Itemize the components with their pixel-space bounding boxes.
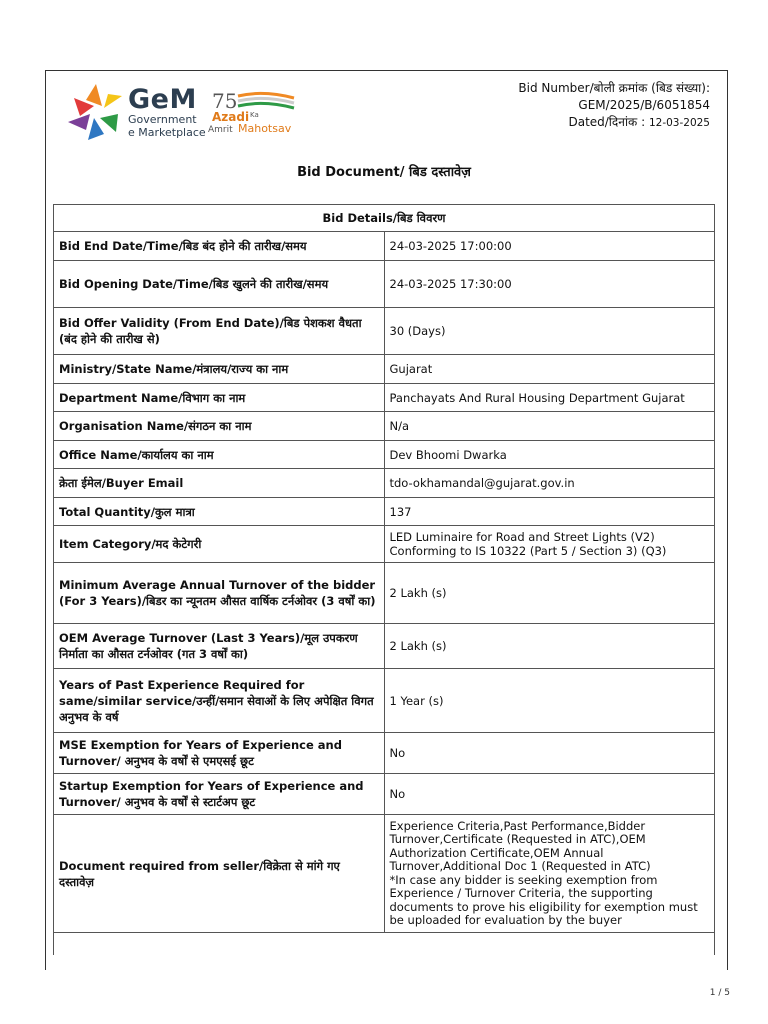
dated-label: Dated/दिनांक : (568, 115, 646, 129)
row-value: 2 Lakh (s) (384, 563, 715, 624)
azadi-number: 75 (212, 90, 238, 113)
table-row (54, 412, 715, 441)
table-row (54, 308, 715, 355)
table-header-row (54, 205, 715, 232)
row-value: 2 Lakh (s) (384, 624, 715, 669)
row-value: N/a (384, 412, 715, 441)
row-value: No (384, 733, 715, 774)
gem-subtitle-2: e Marketplace (128, 126, 206, 139)
row-label: Document required from seller/विक्रेता से मांगे गए दस्तावेज़ (54, 815, 385, 933)
table-row (54, 441, 715, 469)
table-row (54, 624, 715, 669)
row-label: Total Quantity/कुल मात्रा (54, 498, 385, 526)
table-row (54, 498, 715, 526)
row-label: Bid End Date/Time/बिड बंद होने की तारीख/समय (54, 232, 385, 261)
bid-number-label: Bid Number/बोली क्रमांक (बिड संख्या): (518, 81, 710, 95)
table-row (54, 669, 715, 733)
gem-title: GeM (128, 84, 197, 115)
row-value: Experience Criteria,Past Performance,Bidder Turnover,Certificate (Requested in ATC),OEM Authorization Certificate,OEM Annual Turnover,Additional Doc 1 (Requested in ATC) *In case any bidder is seeking exemption from Experience / Turnover Criteria, the supporting documents to prove his eligibility for exemption must be uploaded for evaluation by the buyer (384, 815, 715, 933)
table-row (54, 384, 715, 412)
dated-line (518, 114, 710, 132)
table-row (54, 815, 715, 933)
table-row (54, 232, 715, 261)
azadi-ka: Ka (250, 111, 259, 119)
bid-meta (518, 80, 710, 132)
row-label: Organisation Name/संगठन का नाम (54, 412, 385, 441)
row-label: क्रेता ईमेल/Buyer Email (54, 469, 385, 498)
table-row (54, 733, 715, 774)
row-value: LED Luminaire for Road and Street Lights (V2) Conforming to IS 10322 (Part 5 / Section 3) (Q3) (384, 526, 715, 563)
mahotsav-word: Mahotsav (238, 122, 292, 134)
page-number: 1 / 5 (709, 988, 730, 998)
row-value: Panchayats And Rural Housing Department Gujarat (384, 384, 715, 412)
row-label: Department Name/विभाग का नाम (54, 384, 385, 412)
azadi-mahotsav-logo-icon (208, 90, 318, 134)
row-label: Office Name/कार्यालय का नाम (54, 441, 385, 469)
document-title: Bid Document/ बिड दस्तावेज़ (297, 165, 471, 180)
row-value: 1 Year (s) (384, 669, 715, 733)
row-value: Dev Bhoomi Dwarka (384, 441, 715, 469)
table-row (54, 261, 715, 308)
row-value: tdo-okhamandal@gujarat.gov.in (384, 469, 715, 498)
row-label: OEM Average Turnover (Last 3 Years)/मूल उपकरण निर्माता का औसत टर्नओवर (गत 3 वर्षों का) (54, 624, 385, 669)
table-header: Bid Details/बिड विवरण (54, 205, 715, 232)
azadi-word: Azadi (212, 110, 250, 124)
row-value: 137 (384, 498, 715, 526)
row-value: Gujarat (384, 355, 715, 384)
table-row (54, 563, 715, 624)
table-row (54, 774, 715, 815)
row-value: No (384, 774, 715, 815)
row-label: Years of Past Experience Required for same/similar service/उन्हीं/समान सेवाओं के लिए अपेक्षित विगत अनुभव के वर्ष (54, 669, 385, 733)
dated-value: 12-03-2025 (648, 117, 710, 129)
gem-subtitle-1: Government (128, 113, 197, 126)
table-row (54, 469, 715, 498)
row-label: Minimum Average Annual Turnover of the bidder (For 3 Years)/बिडर का न्यूनतम औसत वार्षिक टर्नओवर (3 वर्षों का) (54, 563, 385, 624)
row-value: 24-03-2025 17:30:00 (384, 261, 715, 308)
row-label: Item Category/मद केटेगरी (54, 526, 385, 563)
row-value: 24-03-2025 17:00:00 (384, 232, 715, 261)
row-label: Ministry/State Name/मंत्रालय/राज्य का नाम (54, 355, 385, 384)
amrit-word: Amrit (208, 125, 233, 134)
empty-cell (54, 933, 715, 956)
table-row (54, 355, 715, 384)
table-row-empty (54, 933, 715, 956)
row-value: 30 (Days) (384, 308, 715, 355)
gem-logo-text (128, 86, 206, 139)
row-label: MSE Exemption for Years of Experience and Turnover/ अनुभव के वर्षों से एमएसई छूट (54, 733, 385, 774)
bid-number: GEM/2025/B/6051854 (578, 98, 710, 112)
row-label: Bid Offer Validity (From End Date)/बिड पेशकश वैधता (बंद होने की तारीख से) (54, 308, 385, 355)
row-label: Startup Exemption for Years of Experience and Turnover/ अनुभव के वर्षों से स्टार्टअप छूट (54, 774, 385, 815)
bid-details-table (53, 204, 715, 955)
row-label: Bid Opening Date/Time/बिड खुलने की तारीख/समय (54, 261, 385, 308)
table-row (54, 526, 715, 563)
